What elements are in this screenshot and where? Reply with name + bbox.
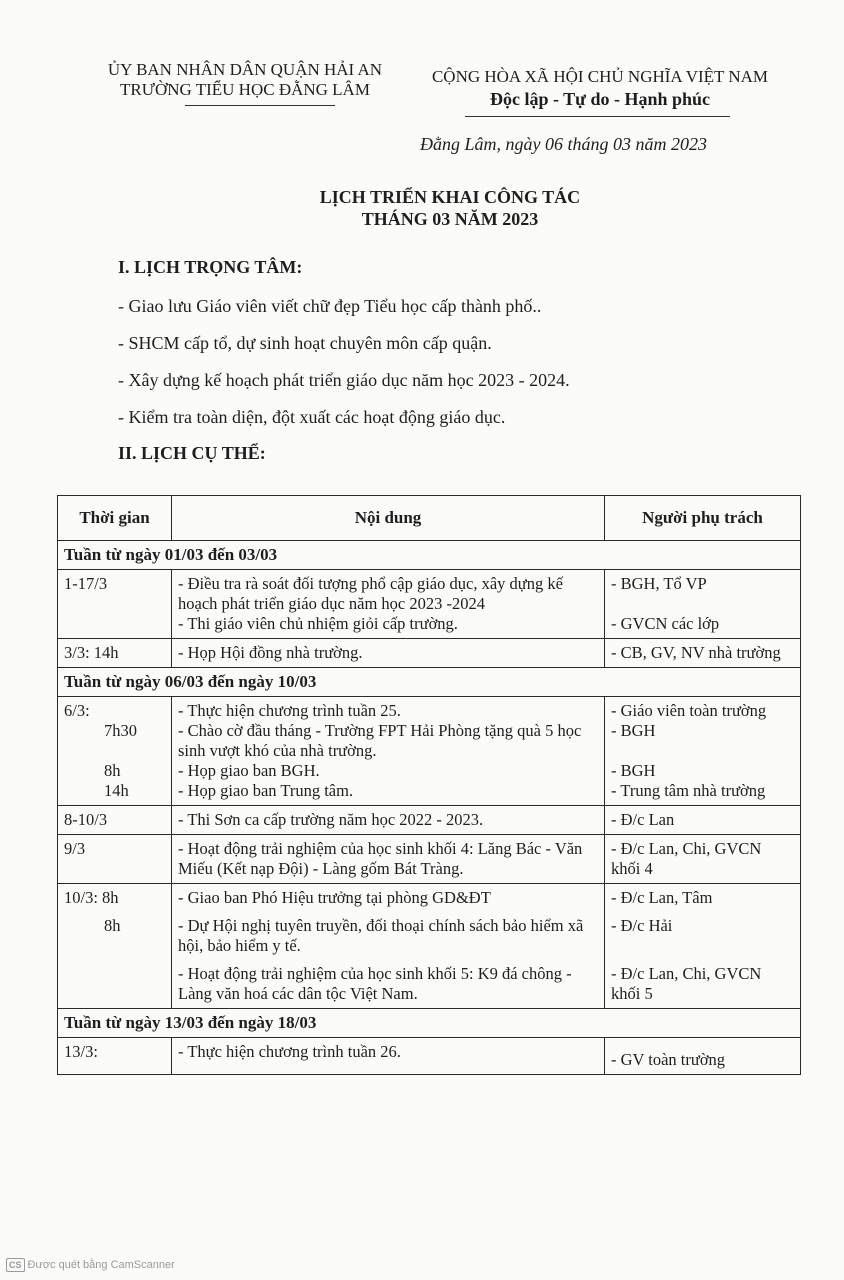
focus-item: - Giao lưu Giáo viên viết chữ đẹp Tiểu học cấp thành phố.. (118, 296, 542, 316)
time-cell: 3/3: 14h (58, 639, 172, 668)
content-cell (172, 884, 605, 1009)
content-line: - Thi giáo viên chủ nhiệm giỏi cấp trường. (178, 614, 458, 633)
time-line: 8h (104, 761, 121, 780)
owner-line: - GVCN các lớp (611, 614, 720, 633)
content-line: - Họp giao ban BGH. (178, 761, 320, 780)
content-line: - Hoạt động trải nghiệm của học sinh khối 5: K9 đá chông - Làng văn hoá các dân tộc Việt Nam. (178, 964, 572, 1003)
owner-cell: - Đ/c Lan, Chi, GVCN khối 4 (605, 835, 801, 884)
content-cell: - Thi Sơn ca cấp trường năm học 2022 - 2023. (172, 806, 605, 835)
time-cell: 13/3: (58, 1038, 172, 1075)
document-title (160, 186, 740, 230)
authority-line: ỦY BAN NHÂN DÂN QUẬN HẢI AN (107, 60, 383, 79)
table-row (58, 1038, 801, 1075)
content-cell: - Họp Hội đồng nhà trường. (172, 639, 605, 668)
header-content: Nội dung (172, 496, 605, 541)
content-cell (172, 697, 605, 806)
content-cell: - Hoạt động trải nghiệm của học sinh khối 4: Lăng Bác - Văn Miếu (Kết nạp Đội) - Làng gốm Bát Tràng. (172, 835, 605, 884)
owner-line: - BGH (611, 761, 656, 780)
table-header-row (58, 496, 801, 541)
table-row (58, 639, 801, 668)
time-line: 10/3: 8h (64, 888, 119, 907)
section-heading-1: I. LỊCH TRỌNG TÂM: (118, 257, 303, 277)
national-header (410, 66, 790, 110)
table-row (58, 835, 801, 884)
issuing-authority (90, 60, 400, 100)
owner-cell (605, 697, 801, 806)
divider (465, 116, 730, 117)
watermark-text: Được quét bằng CamScanner (27, 1259, 175, 1271)
time-cell (58, 884, 172, 1009)
camscanner-logo-icon: CS (6, 1258, 25, 1272)
week-label: Tuần từ ngày 13/03 đến ngày 18/03 (58, 1009, 801, 1038)
content-cell: - Thực hiện chương trình tuần 26. (172, 1038, 605, 1075)
owner-cell: - Đ/c Lan (605, 806, 801, 835)
title-line-2: THÁNG 03 NĂM 2023 (361, 209, 539, 229)
week-row (58, 1009, 801, 1038)
content-cell (172, 570, 605, 639)
content-line: - Giao ban Phó Hiệu trưởng tại phòng GD&ĐT (178, 888, 491, 907)
divider (185, 105, 335, 106)
owner-line: - Trung tâm nhà trường (611, 781, 766, 800)
scanner-watermark (6, 1258, 175, 1272)
time-line: 14h (104, 781, 129, 800)
time-line: 8h (104, 916, 121, 935)
time-line: 7h30 (104, 721, 137, 740)
owner-line: - Đ/c Lan, Chi, GVCN khối 5 (611, 964, 762, 1003)
national-name: CỘNG HÒA XÃ HỘI CHỦ NGHĨA VIỆT NAM (431, 67, 769, 86)
week-label: Tuần từ ngày 01/03 đến 03/03 (58, 541, 801, 570)
school-name: TRƯỜNG TIỂU HỌC ĐẰNG LÂM (120, 80, 370, 99)
focus-item: - SHCM cấp tổ, dự sinh hoạt chuyên môn cấp quận. (118, 333, 492, 353)
header-time: Thời gian (58, 496, 172, 541)
owner-cell (605, 884, 801, 1009)
title-line-1: LỊCH TRIỂN KHAI CÔNG TÁC (319, 187, 581, 207)
time-cell: 8-10/3 (58, 806, 172, 835)
time-cell: 9/3 (58, 835, 172, 884)
time-cell (58, 697, 172, 806)
table-row (58, 697, 801, 806)
week-label: Tuần từ ngày 06/03 đến ngày 10/03 (58, 668, 801, 697)
content-line: - Dự Hội nghị tuyên truyền, đối thoại chính sách bảo hiểm xã hội, bảo hiểm y tế. (178, 916, 584, 955)
time-line: 6/3: (64, 701, 90, 720)
week-row (58, 541, 801, 570)
owner-line: - Đ/c Hải (611, 916, 673, 935)
content-line: - Họp giao ban Trung tâm. (178, 781, 354, 800)
table-row (58, 806, 801, 835)
focus-item: - Xây dựng kế hoạch phát triển giáo dục năm học 2023 - 2024. (118, 370, 570, 390)
header-owner: Người phụ trách (605, 496, 801, 541)
week-row (58, 668, 801, 697)
table-row (58, 570, 801, 639)
date-line: Đằng Lâm, ngày 06 tháng 03 năm 2023 (420, 134, 707, 154)
table-row (58, 884, 801, 1009)
content-line: - Thực hiện chương trình tuần 25. (178, 701, 401, 720)
owner-cell (605, 570, 801, 639)
national-motto: Độc lập - Tự do - Hạnh phúc (489, 89, 711, 109)
schedule-table (57, 495, 801, 1075)
owner-cell: - CB, GV, NV nhà trường (605, 639, 801, 668)
focus-item: - Kiểm tra toàn diện, đột xuất các hoạt động giáo dục. (118, 407, 506, 427)
owner-line: - BGH, Tổ VP (611, 574, 707, 593)
owner-cell: - GV toàn trường (605, 1038, 801, 1075)
owner-line: - BGH (611, 721, 656, 740)
owner-line: - Giáo viên toàn trường (611, 701, 767, 720)
time-cell: 1-17/3 (58, 570, 172, 639)
content-line: - Điều tra rà soát đối tượng phổ cập giáo dục, xây dựng kế hoạch phát triển giáo dục năm học 2023 -2024 (178, 574, 563, 613)
owner-line: - Đ/c Lan, Tâm (611, 888, 713, 907)
content-line: - Chào cờ đầu tháng - Trường FPT Hải Phòng tặng quà 5 học sinh vượt khó của nhà trường. (178, 721, 582, 760)
section-heading-2: II. LỊCH CỤ THỂ: (118, 443, 266, 463)
